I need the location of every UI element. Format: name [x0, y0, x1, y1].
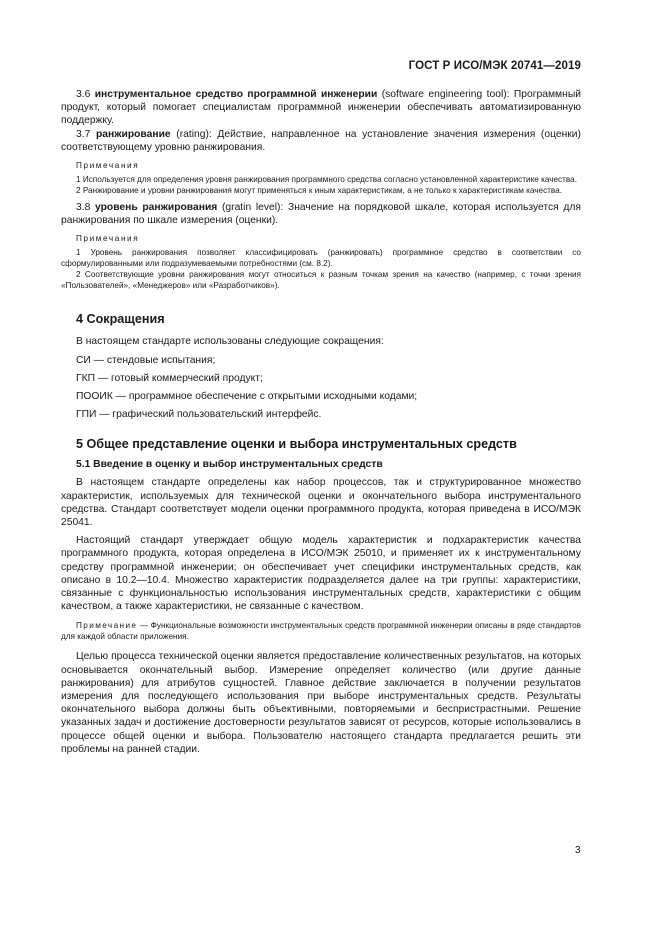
definition-3-8 [61, 201, 581, 227]
notes-label: Примечания [76, 161, 140, 171]
def-term: ранжирование [95, 128, 171, 140]
section-4-title: 4 Сокращения [76, 312, 165, 327]
def-number: 3.7 [76, 128, 91, 140]
note-item: 1 Уровень ранжирования позволяет классифицировать (ранжировать) программное средство в соответствии со сформулированными или подразумеваемыми потребностями (см. 8.2). [61, 248, 581, 269]
abbreviation-item: ПООИК — программное обеспечение с открытыми исходными кодами; [76, 391, 418, 403]
page-number: 3 [575, 845, 581, 856]
definition-3-7 [61, 128, 581, 154]
abbreviation-item: СИ — стендовые испытания; [76, 354, 216, 366]
def-term: уровень ранжирования [95, 202, 218, 214]
paragraph: Настоящий стандарт утверждает общую модель характеристик и подхарактеристик качества программного продукта, которая определена в ИСО/МЭК 25010, и применяет их к инструментальному средству программной инженерии; он обеспечивает учет специфики инструментальных средств, как описано в 10.2—10.4. Множество характеристик подразделяется далее на три группы: характеристики, связанные с функциональностью использования инструментальных средств, характеристики с общим качеством, а также характеристики, не связанные с качеством. [61, 535, 581, 613]
def-number: 3.6 [76, 89, 91, 100]
subsection-5-1-title: 5.1 Введение в оценку и выбор инструментальных средств [76, 459, 383, 471]
note-label: Примечание [76, 621, 138, 631]
def-text: (rating): Действие, направленное на установление значения измерения (оценки) соответствующему уровню ранжирования. [61, 128, 581, 153]
paragraph: В настоящем стандарте определены как набор процессов, так и структурированное множество характеристик, используемых для технической оценки и окончательного выбора инструментального средства. Стандарт соответствует модели оценки программного продукта, которая приведена в ИСО/МЭК 25041. [61, 477, 581, 529]
def-term: инструментальное средство программной инженерии [94, 89, 378, 100]
note-item: 1 Используется для определения уровня ранжирования программного средства согласно установленной характеристике качества. [76, 175, 577, 185]
page-content [61, 88, 581, 756]
note-text: — Функциональные возможности инструментальных средств программной инженерии описаны в ряде стандартов для каждой области приложения. [61, 621, 581, 642]
abbreviation-item: ГКП — готовый коммерческий продукт; [76, 372, 263, 384]
abbreviation-item: ГПИ — графический пользовательский интерфейс. [76, 409, 322, 421]
note-item: 2 Ранжирование и уровни ранжирования могут применяться к иным характеристикам, а не только к характеристикам качества. [76, 186, 562, 196]
note-item: 2 Соответствующие уровни ранжирования могут относиться к разным точкам зрения на качество (например, с точки зрения «Пользователей», «Менеджеров» или «Разработчиков»). [61, 270, 581, 291]
document-header: ГОСТ Р ИСО/МЭК 20741—2019 [408, 60, 581, 72]
abbreviations-intro: В настоящем стандарте использованы следующие сокращения: [76, 336, 384, 348]
def-number: 3.8 [76, 202, 91, 214]
definition-3-6 [61, 88, 581, 128]
notes-label: Примечания [76, 234, 140, 244]
note [61, 620, 581, 642]
abbreviation-list [61, 335, 581, 421]
paragraph: Целью процесса технической оценки является предоставление количественных результатов, на которых основывается окончательный выбор. Измерение определяет количество (или другие данные ранжирования) для атрибутов сущностей. Главное действие заключается в получении результатов измерения для последующего использования при выборе инструментальных средств. Результаты окончательного выбора должны быть объективными, повторяемыми и беспристрастными. Решение указанных задач и достижение достоверности результатов зависят от ресурсов, которые использовались в процессе общей оценки и выбора. Пользователю настоящего стандарта предлагается решить эти проблемы на ранней стадии. [61, 651, 581, 755]
def-text: (gratin level): Значение на порядковой шкале, которая используется для ранжирования по шкале измерения (оценки). [61, 202, 581, 227]
section-5-title: 5 Общее представление оценки и выбора инструментальных средств [76, 437, 517, 452]
def-text: (software engineering tool): Программный продукт, который помогает специалистам программной инженерии обеспечивать автоматизированную поддержку. [61, 89, 581, 127]
